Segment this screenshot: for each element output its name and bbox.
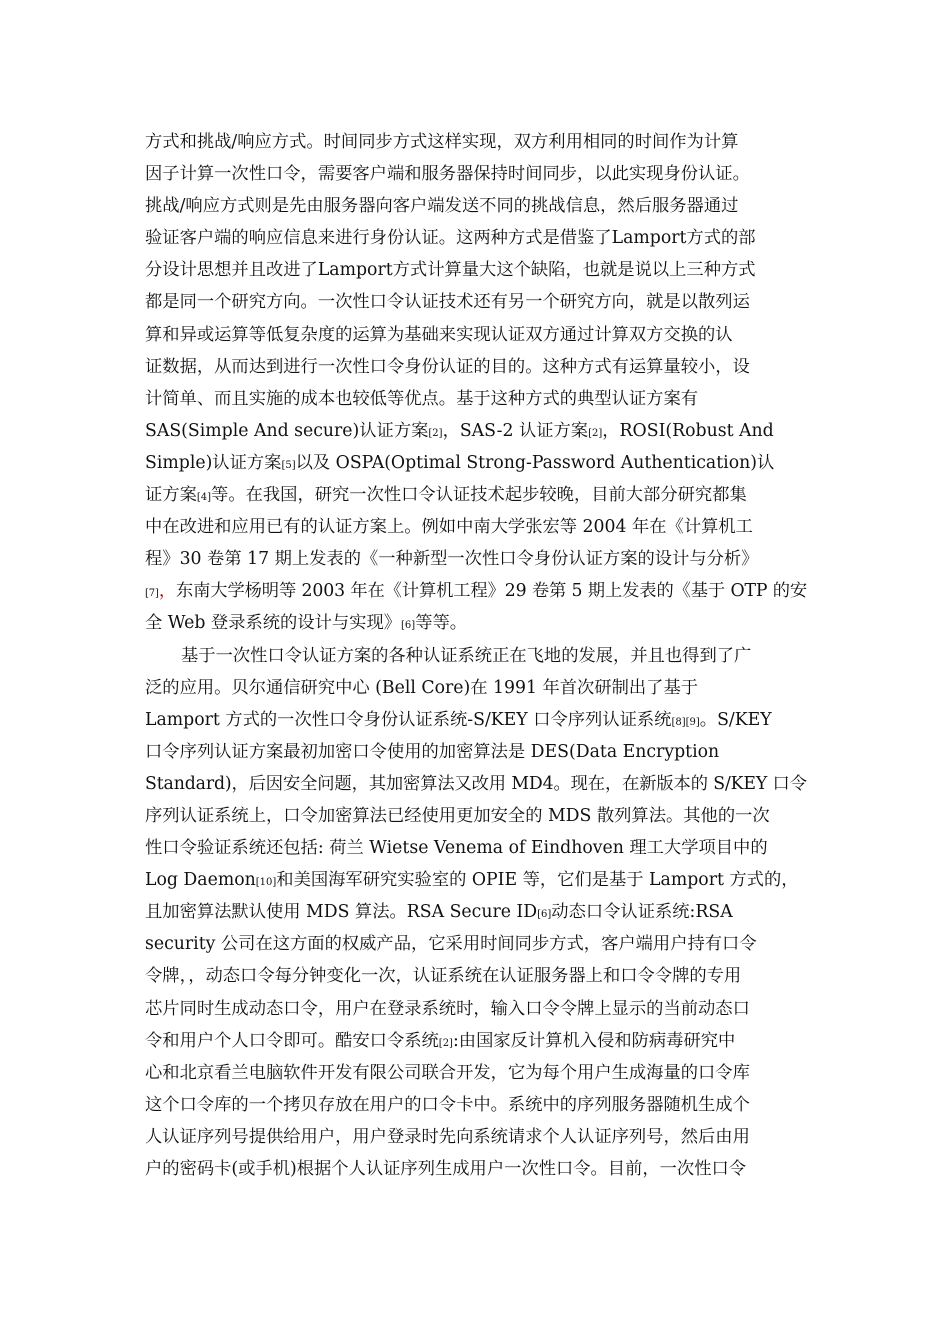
text-line <box>145 768 807 800</box>
text-line <box>145 543 807 575</box>
text-segment: SAS(Simple And secure)认证方案 <box>145 420 429 441</box>
text-segment: ， <box>158 581 176 602</box>
text-line <box>145 126 807 158</box>
text-line <box>145 254 807 286</box>
text-line: 令和用户个人口令即可。酷安口令系统 [2] :由国家反计算机入侵和防病毒研究中 <box>145 1025 807 1057</box>
body-text <box>145 126 807 1185</box>
text-line: Log Daemon [10] 和美国海军研究实验室的 OPIE 等，它们是基于 Lamport 方式的， <box>145 864 807 896</box>
text-segment: 东南大学杨明等 2003 年在《计算机工程》29 卷第 5 期上发表的《基于 OTP 的安 <box>175 581 808 602</box>
paragraph-1 <box>145 126 807 640</box>
text-segment: 户的密码卡(或手机)根据个人认证序列生成用户一次性口令。目前，一次性口令 <box>145 1159 747 1179</box>
text-segment: security 公司在这方面的权威产品，它采用时间同步方式，客户端用户持有口令 <box>145 934 757 955</box>
text-segment: Standard)，后因安全问题，其加密算法又改用 MD4。现在，在新版本的 S/KEY 口令 <box>145 773 807 794</box>
text-segment: 全 Web 登录系统的设计与实现》 <box>145 613 402 634</box>
text-line <box>145 286 807 318</box>
text-line <box>145 993 807 1025</box>
text-line: SAS(Simple And secure)认证方案 [2] ，SAS-2 认证方案 [2] ，ROSI(Robust And <box>145 415 807 447</box>
text-line <box>145 222 807 254</box>
text-line <box>145 1057 807 1089</box>
text-segment: ，ROSI(Robust And <box>602 420 774 441</box>
text-segment: 因子计算一次性口令，需要客户端和服务器保持时间同步，以此实现身份认证。 <box>145 164 750 185</box>
text-line <box>145 800 807 832</box>
text-segment: 算和异或运算等低复杂度的运算为基础来实现认证双方通过计算双方交换的认 <box>145 324 733 345</box>
paragraph-2 <box>145 640 807 1186</box>
text-segment: 且加密算法默认使用 MDS 算法。RSA Secure ID <box>145 902 538 923</box>
text-line <box>145 158 807 190</box>
text-segment: 人认证序列号提供给用户，用户登录时先向系统请求个人认证序列号，然后由用 <box>145 1126 750 1147</box>
text-line <box>145 190 807 222</box>
text-segment: 芯片同时生成动态口令，用户在登录系统时，输入口令令牌上显示的当前动态口 <box>145 998 750 1019</box>
text-segment: 令牌，，动态口令每分钟变化一次，认证系统在认证服务器上和口令令牌的专用 <box>145 966 742 987</box>
text-line <box>145 960 807 992</box>
text-segment: 分设计思想并且改进了Lamport方式计算量大这个缺陷，也就是说以上三种方式 <box>145 260 756 281</box>
text-segment: 中在改进和应用已有的认证方案上。例如中南大学张宏等 2004 年在《计算机工 <box>145 517 753 538</box>
text-segment: 这个口令库的一个拷贝存放在用户的口令卡中。系统中的序列服务器随机生成个 <box>145 1094 750 1115</box>
text-segment: 证方案 <box>145 485 197 506</box>
text-line <box>145 640 807 672</box>
text-segment: 。S/KEY <box>699 709 772 730</box>
text-segment: 泛的应用。贝尔通信研究中心 (Bell Core)在 1991 年首次研制出了基于 <box>145 677 699 698</box>
text-segment: 和美国海军研究实验室的 OPIE 等，它们是基于 Lamport 方式的， <box>276 870 799 891</box>
text-line <box>145 672 807 704</box>
text-segment: ，SAS-2 认证方案 <box>442 420 589 441</box>
text-segment: 基于一次性口令认证方案的各种认证系统正在飞地的发展，并且也得到了广 <box>181 645 752 666</box>
text-segment: 令和用户个人口令即可。酷安口令系统 <box>145 1030 439 1051</box>
text-line <box>145 1089 807 1121</box>
text-segment: 都是同一个研究方向。一次性口令认证技术还有另一个研究方向，就是以散列运 <box>145 292 750 313</box>
text-segment: 方式和挑战/响应方式。时间同步方式这样实现，双方利用相同的时间作为计算 <box>145 132 739 152</box>
text-segment: Log Daemon <box>145 870 256 891</box>
text-segment: 验证客户端的响应信息来进行身份认证。这两种方式是借鉴了Lamport方式的部 <box>145 228 756 249</box>
text-segment: 以及 OSPA(Optimal Strong-Password Authentication)认 <box>295 452 775 473</box>
text-line <box>145 383 807 415</box>
text-line: 全 Web 登录系统的设计与实现》 [6] 等等。 <box>145 607 807 639</box>
text-line: 且加密算法默认使用 MDS 算法。RSA Secure ID [6] 动态口令认证系统:RSA <box>145 896 807 928</box>
text-segment: 性口令验证系统还包括: 荷兰 Wietse Venema of Eindhoven 理工大学项目中的 <box>145 838 768 859</box>
text-line <box>145 351 807 383</box>
text-line: [7] ， 东南大学杨明等 2003 年在《计算机工程》29 卷第 5 期上发表的《基于 OTP 的安 <box>145 575 807 607</box>
text-line <box>145 511 807 543</box>
text-segment: 等等。 <box>415 613 468 634</box>
text-line: Lamport 方式的一次性口令身份认证系统-S/KEY 口令序列认证系统 [8][9] 。S/KEY <box>145 704 807 736</box>
text-segment: 程》30 卷第 17 期上发表的《一种新型一次性口令身份认证方案的设计与分析》 <box>145 549 759 570</box>
text-segment: Simple)认证方案 <box>145 452 282 473</box>
text-line <box>145 832 807 864</box>
text-line <box>145 736 807 768</box>
text-segment: :由国家反计算机入侵和防病毒研究中 <box>452 1030 736 1051</box>
text-line: 证方案 [4] 等。在我国，研究一次性口令认证技术起步较晚，目前大部分研究都集 <box>145 479 807 511</box>
text-line: Simple)认证方案 [5] 以及 OSPA(Optimal Strong-Password Authentication)认 <box>145 447 807 479</box>
text-segment: 序列认证系统上，口令加密算法已经使用更加安全的 MDS 散列算法。其他的一次 <box>145 805 770 826</box>
text-line <box>145 928 807 960</box>
text-segment: 口令序列认证方案最初加密口令使用的加密算法是 DES(Data Encryption <box>145 741 720 762</box>
text-line <box>145 1153 807 1185</box>
text-segment: 心和北京看兰电脑软件开发有限公司联合开发，它为每个用户生成海量的口令库 <box>145 1062 750 1083</box>
text-segment: 计简单、而且实施的成本也较低等优点。基于这种方式的典型认证方案有 <box>145 388 699 409</box>
text-segment: Lamport 方式的一次性口令身份认证系统-S/KEY 口令序列认证系统 <box>145 709 672 730</box>
text-segment: 证数据，从而达到进行一次性口令身份认证的目的。这种方式有运算量较小，设 <box>145 356 750 377</box>
text-segment: 挑战/响应方式则是先由服务器向客户端发送不同的挑战信息，然后服务器通过 <box>145 196 739 217</box>
text-segment: 动态口令认证系统:RSA <box>551 902 733 923</box>
text-line <box>145 319 807 351</box>
text-line <box>145 1121 807 1153</box>
text-segment: 等。在我国，研究一次性口令认证技术起步较晚，目前大部分研究都集 <box>211 485 747 506</box>
